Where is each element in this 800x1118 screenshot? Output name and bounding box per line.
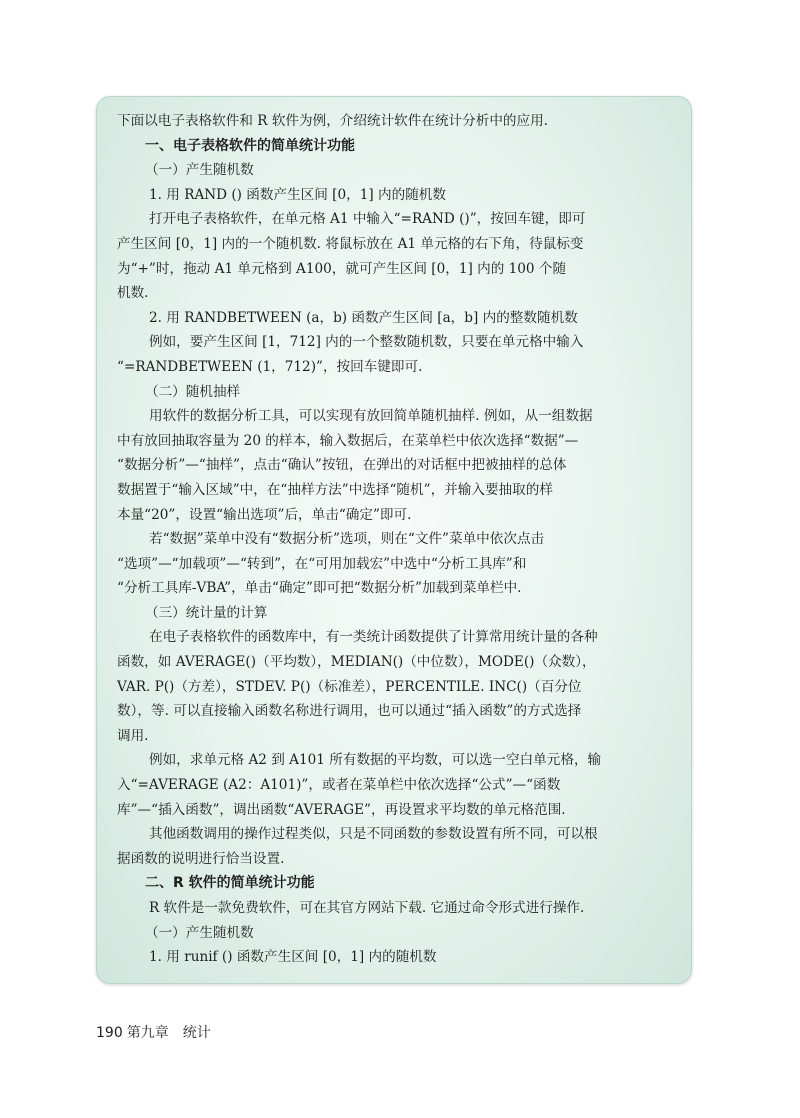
paragraph-line: 中有放回抽取容量为 20 的样本，输入数据后，在菜单栏中依次选择“数据”— xyxy=(117,432,579,449)
paragraph-line: VAR. P()（方差），STDEV. P()（标准差），PERCENTILE. INC()（百分位 xyxy=(117,678,582,695)
paragraph-line: R 软件是一款免费软件，可在其官方网站下载. 它通过命令形式进行操作. xyxy=(149,900,585,916)
section-heading: 一、电子表格软件的简单统计功能 xyxy=(145,137,355,154)
paragraph-line: 调用. xyxy=(117,727,149,744)
paragraph-line: 用软件的数据分析工具，可以实现有放回简单随机抽样. 例如，从一组数据 xyxy=(149,408,593,425)
paragraph-line: 库”—“插入函数”，调出函数“AVERAGE”，再设置求平均数的单元格范围. xyxy=(117,801,566,818)
subsection-heading: （三）统计量的计算 xyxy=(145,604,268,621)
paragraph-line: 函数，如 AVERAGE()（平均数），MEDIAN()（中位数），MODE()（众数）， xyxy=(117,654,596,671)
chapter-title: 统计 xyxy=(182,1025,211,1041)
item-heading: 1. 用 RAND () 函数产生区间 [0，1] 内的随机数 xyxy=(149,186,446,203)
subsection-heading: （一）产生随机数 xyxy=(145,162,254,179)
paragraph-line: “分析工具库-VBA”，单击“确定”即可把“数据分析”加载到菜单栏中. xyxy=(117,580,522,597)
paragraph-line: “数据分析”—“抽样”，点击“确认”按钮，在弹出的对话框中把被抽样的总体 xyxy=(117,457,567,474)
item-heading: 2. 用 RANDBETWEEN (a，b) 函数产生区间 [a，b] 内的整数随机数 xyxy=(149,309,578,326)
paragraph-line: 数据置于“输入区域”中，在“抽样方法”中选择“随机”，并输入要抽取的样 xyxy=(117,481,553,498)
chapter-label: 第九章 xyxy=(126,1025,169,1041)
paragraph-line: 若“数据”菜单中没有“数据分析”选项，则在“文件”菜单中依次点击 xyxy=(149,531,545,548)
section-heading: 二、R 软件的简单统计功能 xyxy=(145,875,315,892)
paragraph-line: 打开电子表格软件，在单元格 A1 中输入“=RAND ()”，按回车键，即可 xyxy=(149,211,586,228)
paragraph-line: 机数. xyxy=(117,285,149,302)
page-footer xyxy=(96,1022,211,1042)
paragraph-line: 产生区间 [0，1] 内的一个随机数. 将鼠标放在 A1 单元格的右下角，待鼠标变 xyxy=(117,235,584,252)
paragraph-line: “选项”—“加载项”—“转到”，在“可用加载宏”中选中“分析工具库”和 xyxy=(117,555,527,572)
paragraph-line: 据函数的说明进行恰当设置. xyxy=(117,850,285,867)
page-number: 190 xyxy=(96,1025,123,1041)
paragraph-line: “=RANDBETWEEN (1，712)”，按回车键即可. xyxy=(117,358,423,375)
subsection-heading: （二）随机抽样 xyxy=(145,383,241,400)
paragraph-line: 下面以电子表格软件和 R 软件为例，介绍统计软件在统计分析中的应用. xyxy=(117,113,549,129)
paragraph-line: 在电子表格软件的函数库中，有一类统计函数提供了计算常用统计量的各种 xyxy=(149,629,598,646)
paragraph-line: 例如，要产生区间 [1，712] 内的一个整数随机数，只要在单元格中输入 xyxy=(149,334,584,351)
paragraph-line: 例如，求单元格 A2 到 A101 所有数据的平均数，可以选一空白单元格，输 xyxy=(149,752,602,769)
paragraph-line: 数），等. 可以直接输入函数名称进行调用，也可以通过“插入函数”的方式选择 xyxy=(117,703,582,720)
paragraph-line: 为“+”时，拖动 A1 单元格到 A100，就可产生区间 [0，1] 内的 100 个随 xyxy=(117,260,567,277)
paragraph-line: 其他函数调用的操作过程类似，只是不同函数的参数设置有所不同，可以根 xyxy=(149,826,598,843)
paragraph-line: 入“=AVERAGE (A2：A101)”，或者在菜单栏中依次选择“公式”—“函数 xyxy=(117,777,561,794)
item-heading: 1. 用 runif () 函数产生区间 [0，1] 内的随机数 xyxy=(149,949,437,966)
subsection-heading: （一）产生随机数 xyxy=(145,924,254,941)
content-card xyxy=(96,96,692,984)
paragraph-line: 本量“20”，设置“输出选项”后，单击“确定”即可. xyxy=(117,506,412,523)
